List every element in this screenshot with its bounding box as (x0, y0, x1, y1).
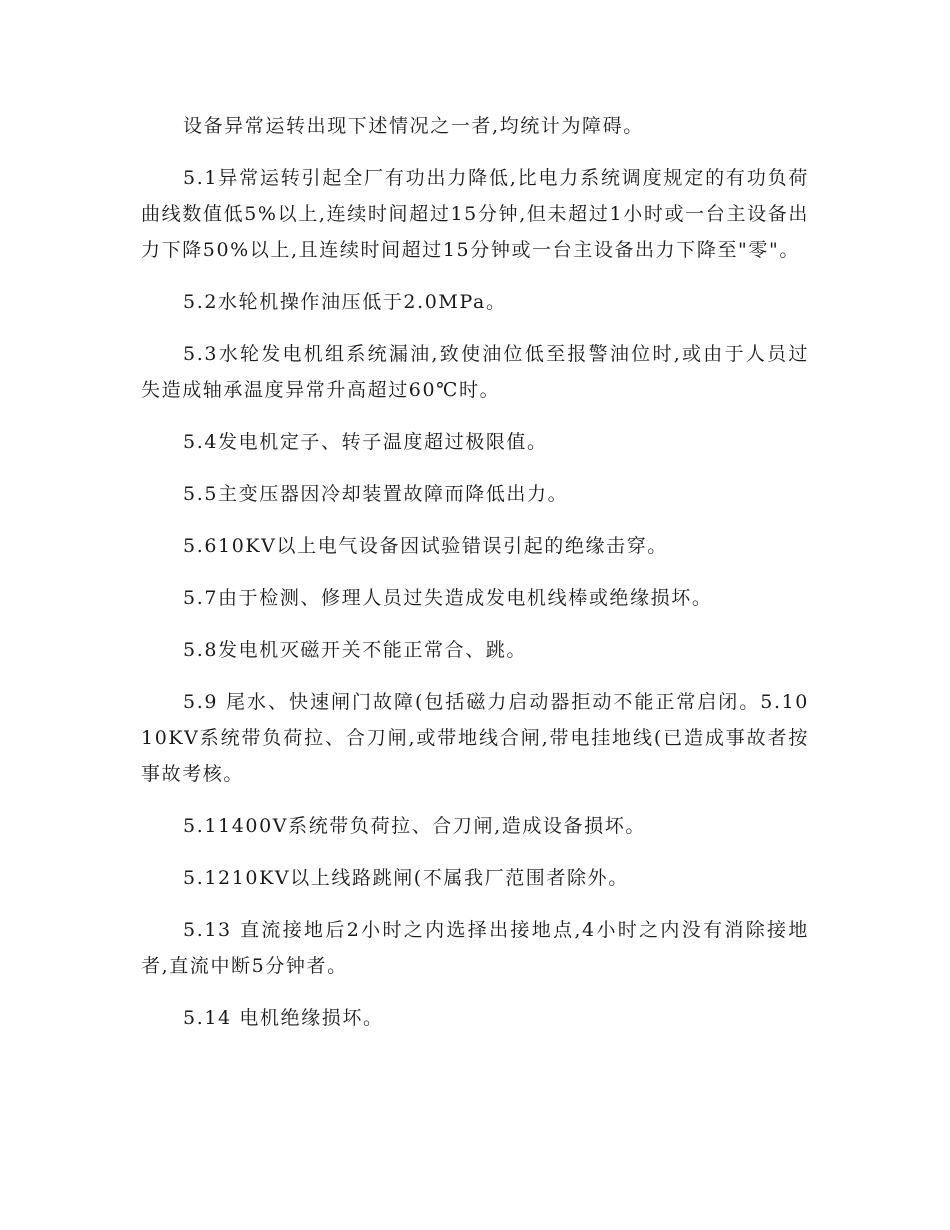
clause-5-6: 5.610KV以上电气设备因试验错误引起的绝缘击穿。 (183, 535, 668, 557)
clause-5-14: 5.14 电机绝缘损坏。 (183, 1007, 384, 1029)
clause-5-3: 5.3水轮发电机组系统漏油,致使油位低至报警油位时,或由于人员过失造成轴承温度异常升高超过60℃时。 (141, 343, 809, 401)
clause-5-7: 5.7由于检测、修理人员过失造成发电机线棒或绝缘损坏。 (183, 587, 713, 609)
clause-5-12: 5.1210KV以上线路跳闸(不属我厂范围者除外。 (183, 867, 629, 889)
clause-5-2: 5.2水轮机操作油压低于2.0MPa。 (183, 291, 507, 313)
clause-5-13: 5.13 直流接地后2小时之内选择出接地点,4小时之内没有消除接地者,直流中断5分钟者。 (141, 919, 809, 977)
clause-5-4: 5.4发电机定子、转子温度超过极限值。 (183, 431, 548, 453)
clause-5-5: 5.5主变压器因冷却装置故障而降低出力。 (183, 483, 569, 505)
clause-5-8: 5.8发电机灭磁开关不能正常合、跳。 (183, 639, 528, 661)
document-body (141, 108, 809, 1052)
clause-5-11: 5.11400V系统带负荷拉、合刀闸,造成设备损坏。 (183, 815, 646, 837)
clause-5-1: 5.1异常运转引起全厂有功出力降低,比电力系统调度规定的有功负荷曲线数值低5%以上,连续时间超过15分钟,但未超过1小时或一台主设备出力下降50%以上,且连续时间超过15分钟或一台主设备出力下降至"零"。 (141, 167, 809, 261)
clause-5-9-5-10: 5.9 尾水、快速闸门故障(包括磁力启动器拒动不能正常启闭。5.1010KV系统带负荷拉、合刀闸,或带地线合闸,带电挂地线(已造成事故者按事故考核。 (141, 691, 809, 785)
intro-paragraph: 设备异常运转出现下述情况之一者,均统计为障碍。 (183, 115, 644, 137)
